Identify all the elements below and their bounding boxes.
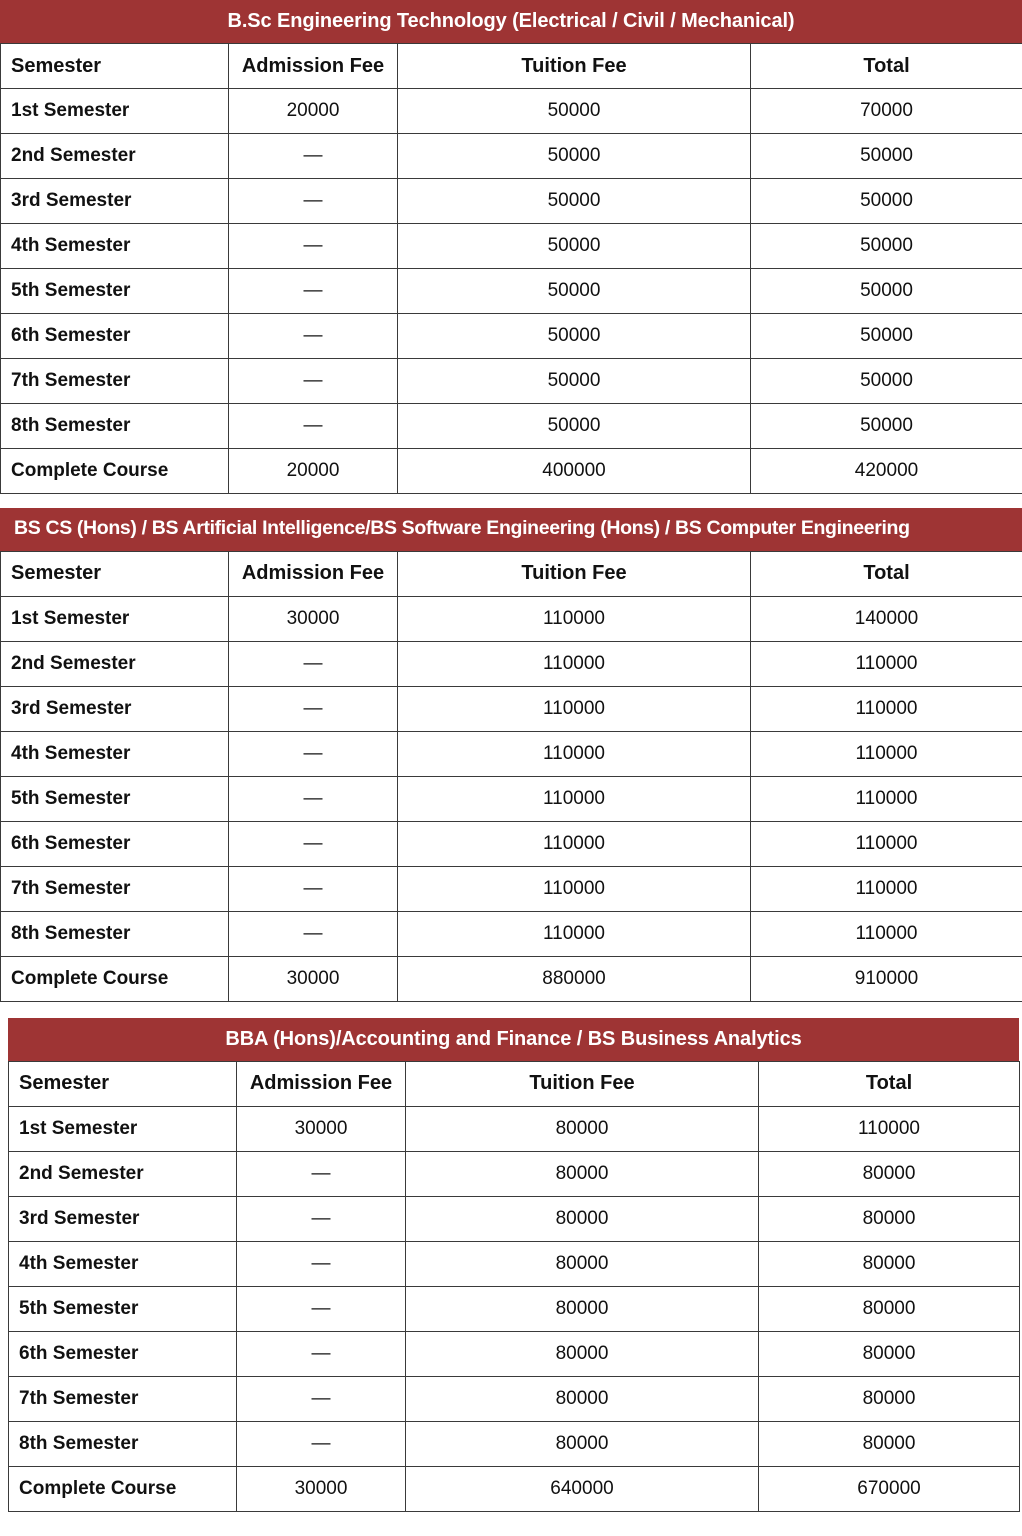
table-row <box>1 776 1022 821</box>
cell-total: 50000 <box>751 404 1022 449</box>
cell-tuition: 80000 <box>406 1196 759 1241</box>
column-header-admission-fee: Admission Fee <box>229 551 398 596</box>
cell-tuition: 80000 <box>406 1376 759 1421</box>
cell-tuition: 110000 <box>398 866 751 911</box>
table-row <box>1 89 1022 134</box>
cell-admission: — <box>229 134 398 179</box>
table-row-total <box>1 449 1022 494</box>
cell-total: 910000 <box>751 956 1022 1001</box>
table-row <box>1 224 1022 269</box>
cell-total: 50000 <box>751 314 1022 359</box>
cell-total: 670000 <box>759 1466 1020 1511</box>
cell-total: 110000 <box>751 911 1022 956</box>
cell-semester: 8th Semester <box>1 911 229 956</box>
fee-block-computing-programs <box>0 508 1022 1002</box>
table-header-row <box>9 1061 1020 1106</box>
cell-total: 50000 <box>751 179 1022 224</box>
table-row <box>1 314 1022 359</box>
table-header-row <box>1 551 1022 596</box>
cell-tuition: 80000 <box>406 1331 759 1376</box>
table-row <box>1 821 1022 866</box>
cell-admission: — <box>229 821 398 866</box>
cell-semester: 8th Semester <box>1 404 229 449</box>
cell-admission: — <box>237 1286 406 1331</box>
table-row <box>9 1286 1020 1331</box>
cell-total: 110000 <box>751 641 1022 686</box>
cell-total: 80000 <box>759 1376 1020 1421</box>
column-header-admission-fee: Admission Fee <box>237 1061 406 1106</box>
table-row <box>9 1151 1020 1196</box>
cell-tuition: 50000 <box>398 404 751 449</box>
column-header-total: Total <box>759 1061 1020 1106</box>
cell-admission: — <box>229 776 398 821</box>
cell-tuition: 80000 <box>406 1106 759 1151</box>
cell-tuition: 880000 <box>398 956 751 1001</box>
cell-admission: — <box>229 641 398 686</box>
table-row <box>9 1376 1020 1421</box>
table-row-total <box>9 1466 1020 1511</box>
table-row <box>9 1331 1020 1376</box>
cell-semester: 3rd Semester <box>1 179 229 224</box>
cell-admission: — <box>237 1376 406 1421</box>
table-row-total <box>1 956 1022 1001</box>
program-banner-engineering-technology: B.Sc Engineering Technology (Electrical / Civil / Mechanical) <box>0 0 1022 43</box>
fee-table-business-programs <box>8 1061 1020 1512</box>
fee-table-engineering-technology <box>0 43 1022 494</box>
cell-total: 80000 <box>759 1241 1020 1286</box>
cell-tuition: 110000 <box>398 776 751 821</box>
cell-semester: 2nd Semester <box>1 641 229 686</box>
cell-total: 50000 <box>751 359 1022 404</box>
cell-total: 50000 <box>751 224 1022 269</box>
cell-total: 420000 <box>751 449 1022 494</box>
table-header-row <box>1 44 1022 89</box>
column-header-semester: Semester <box>9 1061 237 1106</box>
cell-admission: — <box>229 359 398 404</box>
cell-admission: — <box>229 314 398 359</box>
cell-tuition: 400000 <box>398 449 751 494</box>
program-banner-business-programs: BBA (Hons)/Accounting and Finance / BS Business Analytics <box>8 1018 1019 1061</box>
fee-table-computing-programs <box>0 551 1022 1002</box>
cell-tuition: 80000 <box>406 1286 759 1331</box>
cell-admission: 30000 <box>237 1466 406 1511</box>
cell-total: 70000 <box>751 89 1022 134</box>
table-row <box>1 686 1022 731</box>
cell-semester: 5th Semester <box>1 776 229 821</box>
cell-tuition: 80000 <box>406 1151 759 1196</box>
column-header-semester: Semester <box>1 551 229 596</box>
cell-admission: 30000 <box>229 596 398 641</box>
cell-semester: 2nd Semester <box>1 134 229 179</box>
cell-tuition: 110000 <box>398 821 751 866</box>
section-divider <box>0 1002 1022 1018</box>
fee-block-business-programs <box>0 1018 1022 1512</box>
cell-total: 110000 <box>751 731 1022 776</box>
cell-tuition: 110000 <box>398 911 751 956</box>
column-header-admission-fee: Admission Fee <box>229 44 398 89</box>
cell-total: 80000 <box>759 1421 1020 1466</box>
cell-tuition: 110000 <box>398 731 751 776</box>
cell-total: 110000 <box>759 1106 1020 1151</box>
cell-semester: 4th Semester <box>1 224 229 269</box>
cell-tuition: 50000 <box>398 89 751 134</box>
cell-semester: 4th Semester <box>1 731 229 776</box>
cell-tuition: 640000 <box>406 1466 759 1511</box>
table-row <box>1 641 1022 686</box>
cell-semester: 4th Semester <box>9 1241 237 1286</box>
cell-semester: 5th Semester <box>1 269 229 314</box>
cell-tuition: 50000 <box>398 359 751 404</box>
cell-tuition: 50000 <box>398 179 751 224</box>
cell-admission: 20000 <box>229 89 398 134</box>
cell-admission: — <box>229 866 398 911</box>
cell-semester: 7th Semester <box>1 866 229 911</box>
cell-admission: — <box>229 911 398 956</box>
column-header-tuition-fee: Tuition Fee <box>398 551 751 596</box>
cell-semester: 6th Semester <box>9 1331 237 1376</box>
cell-total: 50000 <box>751 134 1022 179</box>
fee-block-engineering-technology <box>0 0 1022 494</box>
cell-tuition: 110000 <box>398 641 751 686</box>
table-row <box>1 269 1022 314</box>
cell-tuition: 110000 <box>398 686 751 731</box>
cell-semester: 7th Semester <box>1 359 229 404</box>
cell-total: 50000 <box>751 269 1022 314</box>
column-header-total: Total <box>751 44 1022 89</box>
cell-admission: 30000 <box>237 1106 406 1151</box>
cell-tuition: 50000 <box>398 224 751 269</box>
cell-tuition: 80000 <box>406 1421 759 1466</box>
table-row <box>1 911 1022 956</box>
cell-admission: — <box>229 731 398 776</box>
cell-semester: Complete Course <box>1 956 229 1001</box>
table-row <box>1 359 1022 404</box>
cell-total: 80000 <box>759 1151 1020 1196</box>
cell-total: 80000 <box>759 1196 1020 1241</box>
table-row <box>1 596 1022 641</box>
cell-admission: 30000 <box>229 956 398 1001</box>
program-banner-computing-programs: BS CS (Hons) / BS Artificial Intelligence/BS Software Engineering (Hons) / BS Computer Engineering <box>0 508 1022 551</box>
column-header-tuition-fee: Tuition Fee <box>398 44 751 89</box>
cell-semester: 1st Semester <box>1 89 229 134</box>
table-row <box>9 1241 1020 1286</box>
cell-semester: 3rd Semester <box>1 686 229 731</box>
cell-admission: — <box>237 1196 406 1241</box>
cell-admission: — <box>229 269 398 314</box>
cell-semester: 3rd Semester <box>9 1196 237 1241</box>
table-row <box>9 1196 1020 1241</box>
cell-admission: — <box>229 404 398 449</box>
cell-total: 110000 <box>751 686 1022 731</box>
cell-semester: 2nd Semester <box>9 1151 237 1196</box>
cell-admission: — <box>237 1421 406 1466</box>
cell-total: 110000 <box>751 866 1022 911</box>
cell-semester: 1st Semester <box>1 596 229 641</box>
cell-admission: — <box>237 1151 406 1196</box>
cell-admission: — <box>229 686 398 731</box>
column-header-semester: Semester <box>1 44 229 89</box>
cell-semester: 8th Semester <box>9 1421 237 1466</box>
cell-admission: 20000 <box>229 449 398 494</box>
cell-tuition: 80000 <box>406 1241 759 1286</box>
table-row <box>1 179 1022 224</box>
cell-tuition: 50000 <box>398 134 751 179</box>
cell-total: 110000 <box>751 821 1022 866</box>
cell-admission: — <box>229 179 398 224</box>
cell-total: 110000 <box>751 776 1022 821</box>
cell-tuition: 50000 <box>398 314 751 359</box>
cell-semester: 1st Semester <box>9 1106 237 1151</box>
table-row <box>1 731 1022 776</box>
column-header-tuition-fee: Tuition Fee <box>406 1061 759 1106</box>
table-row <box>9 1106 1020 1151</box>
table-row <box>9 1421 1020 1466</box>
table-row <box>1 866 1022 911</box>
cell-semester: 5th Semester <box>9 1286 237 1331</box>
cell-total: 140000 <box>751 596 1022 641</box>
cell-tuition: 110000 <box>398 596 751 641</box>
column-header-total: Total <box>751 551 1022 596</box>
cell-semester: 6th Semester <box>1 821 229 866</box>
cell-semester: Complete Course <box>9 1466 237 1511</box>
cell-tuition: 50000 <box>398 269 751 314</box>
cell-semester: 6th Semester <box>1 314 229 359</box>
table-row <box>1 404 1022 449</box>
table-row <box>1 134 1022 179</box>
cell-semester: Complete Course <box>1 449 229 494</box>
cell-total: 80000 <box>759 1331 1020 1376</box>
cell-admission: — <box>237 1241 406 1286</box>
cell-total: 80000 <box>759 1286 1020 1331</box>
cell-admission: — <box>237 1331 406 1376</box>
cell-semester: 7th Semester <box>9 1376 237 1421</box>
cell-admission: — <box>229 224 398 269</box>
section-divider <box>0 494 1022 508</box>
